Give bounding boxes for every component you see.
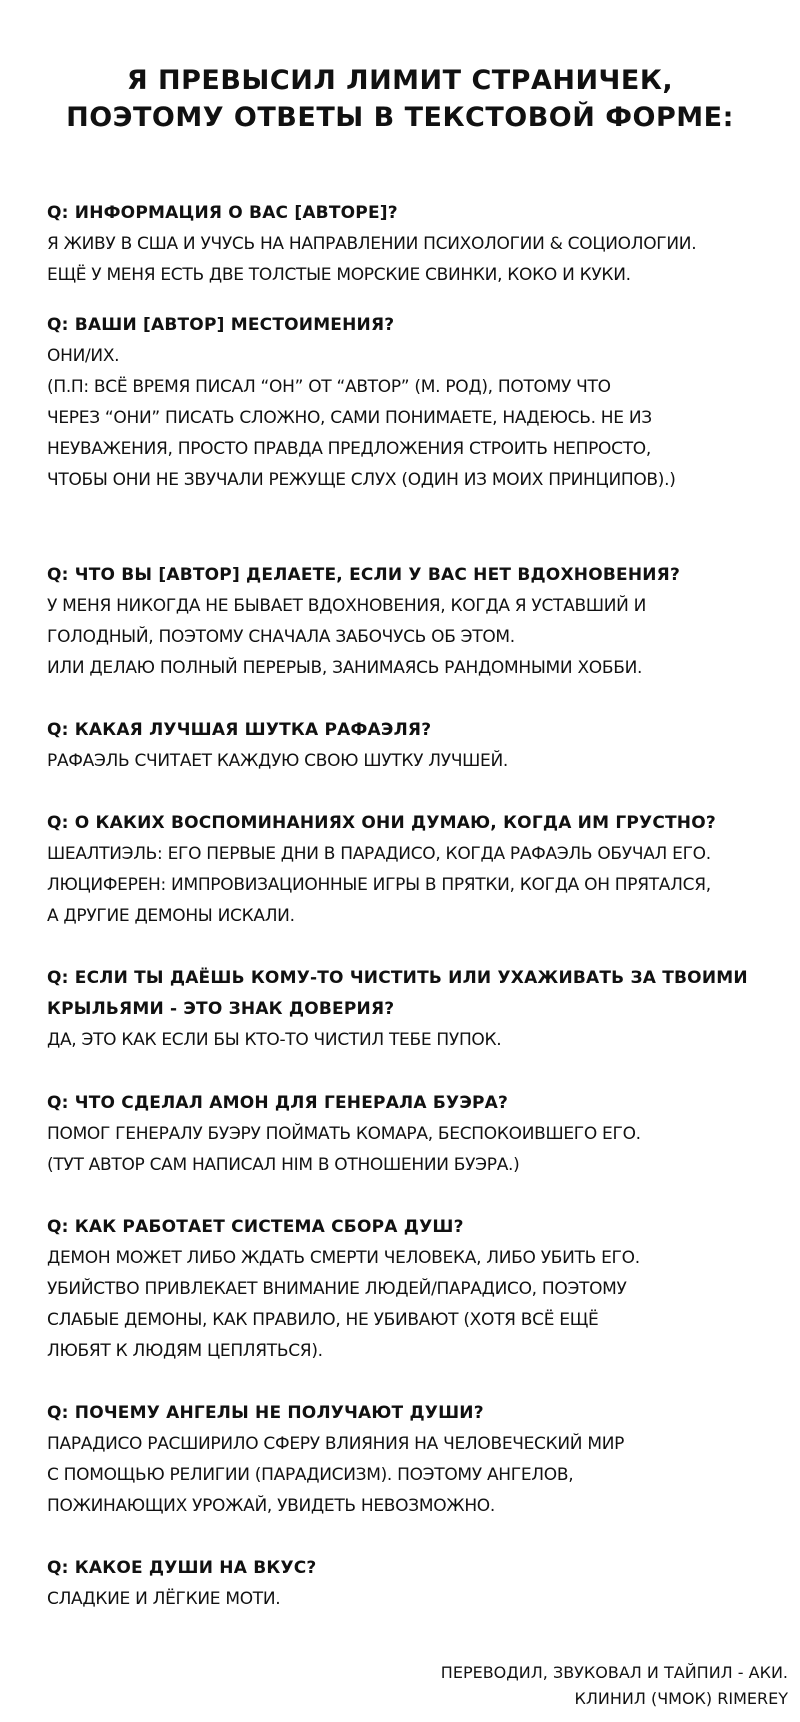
answer-line: СЛАДКИЕ И ЛЁГКИЕ МОТИ. <box>47 1589 281 1609</box>
answer-line: (ТУТ АВТОР САМ НАПИСАЛ HIM В ОТНОШЕНИИ БУЭРА.) <box>47 1155 520 1175</box>
page-title <box>0 62 800 136</box>
answer-line: ПОЖИНАЮЩИХ УРОЖАЙ, УВИДЕТЬ НЕВОЗМОЖНО. <box>47 1496 495 1516</box>
title-line-1: Я ПРЕВЫСИЛ ЛИМИТ СТРАНИЧЕК, <box>126 65 674 96</box>
answer-line: ЧЕРЕЗ “ОНИ” ПИСАТЬ СЛОЖНО, САМИ ПОНИМАЕТЕ, НАДЕЮСЬ. НЕ ИЗ <box>47 408 652 428</box>
question: Q: ЕСЛИ ТЫ ДАЁШЬ КОМУ-ТО ЧИСТИТЬ ИЛИ УХАЖИВАТЬ ЗА ТВОИМИ <box>47 968 748 988</box>
answer-line: ЧТОБЫ ОНИ НЕ ЗВУЧАЛИ РЕЖУЩЕ СЛУХ (ОДИН ИЗ МОИХ ПРИНЦИПОВ).) <box>47 470 676 490</box>
answer-line: ОНИ/ИХ. <box>47 346 120 366</box>
qa-item-soul-system <box>47 1212 787 1367</box>
credits-line-2: КЛИНИЛ (ЧМОК) RIMEREY <box>574 1689 788 1708</box>
answer-line: ИЛИ ДЕЛАЮ ПОЛНЫЙ ПЕРЕРЫВ, ЗАНИМАЯСЬ РАНДОМНЫМИ ХОББИ. <box>47 658 643 678</box>
question: Q: КАКОЕ ДУШИ НА ВКУС? <box>47 1558 317 1578</box>
answer-line: ПОМОГ ГЕНЕРАЛУ БУЭРУ ПОЙМАТЬ КОМАРА, БЕСПОКОИВШЕГО ЕГО. <box>47 1124 641 1144</box>
qa-item-sad-memories <box>47 808 787 932</box>
question: Q: ИНФОРМАЦИЯ О ВАС [АВТОРЕ]? <box>47 203 398 223</box>
answer-line: У МЕНЯ НИКОГДА НЕ БЫВАЕТ ВДОХНОВЕНИЯ, КОГДА Я УСТАВШИЙ И <box>47 596 647 616</box>
question: Q: КАК РАБОТАЕТ СИСТЕМА СБОРА ДУШ? <box>47 1217 464 1237</box>
question: Q: ПОЧЕМУ АНГЕЛЫ НЕ ПОЛУЧАЮТ ДУШИ? <box>47 1403 484 1423</box>
answer-line: СЛАБЫЕ ДЕМОНЫ, КАК ПРАВИЛО, НЕ УБИВАЮТ (ХОТЯ ВСЁ ЕЩЁ <box>47 1310 599 1330</box>
qa-item-wings-trust <box>47 963 787 1056</box>
answer-line: А ДРУГИЕ ДЕМОНЫ ИСКАЛИ. <box>47 906 295 926</box>
answer-line: НЕУВАЖЕНИЯ, ПРОСТО ПРАВДА ПРЕДЛОЖЕНИЯ СТРОИТЬ НЕПРОСТО, <box>47 439 651 459</box>
question: Q: КАКАЯ ЛУЧШАЯ ШУТКА РАФАЭЛЯ? <box>47 720 432 740</box>
qa-item-angels-souls <box>47 1398 787 1522</box>
answer-line: ДЕМОН МОЖЕТ ЛИБО ЖДАТЬ СМЕРТИ ЧЕЛОВЕКА, ЛИБО УБИТЬ ЕГО. <box>47 1248 640 1268</box>
answer-line: ЛЮЦИФЕРЕН: ИМПРОВИЗАЦИОННЫЕ ИГРЫ В ПРЯТКИ, КОГДА ОН ПРЯТАЛСЯ, <box>47 875 711 895</box>
answer-line: ЛЮБЯТ К ЛЮДЯМ ЦЕПЛЯТЬСЯ). <box>47 1341 323 1361</box>
qa-item-amon-buer <box>47 1088 787 1181</box>
qa-item-author-info <box>47 198 787 291</box>
answer-line: ЕЩЁ У МЕНЯ ЕСТЬ ДВЕ ТОЛСТЫЕ МОРСКИЕ СВИНКИ, КОКО И КУКИ. <box>47 265 631 285</box>
answer-line: ПАРАДИСО РАСШИРИЛО СФЕРУ ВЛИЯНИЯ НА ЧЕЛОВЕЧЕСКИЙ МИР <box>47 1434 625 1454</box>
qa-item-raphael-joke <box>47 715 787 777</box>
answer-line: С ПОМОЩЬЮ РЕЛИГИИ (ПАРАДИСИЗМ). ПОЭТОМУ АНГЕЛОВ, <box>47 1465 574 1485</box>
qa-item-soul-taste <box>47 1553 787 1615</box>
answer-line: (П.П: ВСЁ ВРЕМЯ ПИСАЛ “ОН” ОТ “АВТОР” (М. РОД), ПОТОМУ ЧТО <box>47 377 611 397</box>
question: Q: О КАКИХ ВОСПОМИНАНИЯХ ОНИ ДУМАЮ, КОГДА ИМ ГРУСТНО? <box>47 813 716 833</box>
credits <box>441 1660 788 1712</box>
answer-line: ГОЛОДНЫЙ, ПОЭТОМУ СНАЧАЛА ЗАБОЧУСЬ ОБ ЭТОМ. <box>47 627 515 647</box>
question: Q: ЧТО ВЫ [АВТОР] ДЕЛАЕТЕ, ЕСЛИ У ВАС НЕТ ВДОХНОВЕНИЯ? <box>47 565 681 585</box>
question: КРЫЛЬЯМИ - ЭТО ЗНАК ДОВЕРИЯ? <box>47 999 395 1019</box>
title-line-2: ПОЭТОМУ ОТВЕТЫ В ТЕКСТОВОЙ ФОРМЕ: <box>66 102 734 133</box>
answer-line: РАФАЭЛЬ СЧИТАЕТ КАЖДУЮ СВОЮ ШУТКУ ЛУЧШЕЙ. <box>47 751 509 771</box>
qa-item-inspiration <box>47 560 787 684</box>
credits-line-1: ПЕРЕВОДИЛ, ЗВУКОВАЛ И ТАЙПИЛ - АКИ. <box>440 1663 788 1682</box>
answer-line: ШЕАЛТИЭЛЬ: ЕГО ПЕРВЫЕ ДНИ В ПАРАДИСО, КОГДА РАФАЭЛЬ ОБУЧАЛ ЕГО. <box>47 844 711 864</box>
answer-line: Я ЖИВУ В США И УЧУСЬ НА НАПРАВЛЕНИИ ПСИХОЛОГИИ & СОЦИОЛОГИИ. <box>47 234 697 254</box>
answer-line: УБИЙСТВО ПРИВЛЕКАЕТ ВНИМАНИЕ ЛЮДЕЙ/ПАРАДИСО, ПОЭТОМУ <box>47 1279 627 1299</box>
answer-line: ДА, ЭТО КАК ЕСЛИ БЫ КТО-ТО ЧИСТИЛ ТЕБЕ ПУПОК. <box>47 1030 502 1050</box>
question: Q: ЧТО СДЕЛАЛ АМОН ДЛЯ ГЕНЕРАЛА БУЭРА? <box>47 1093 509 1113</box>
qa-item-pronouns <box>47 310 787 496</box>
question: Q: ВАШИ [АВТОР] МЕСТОИМЕНИЯ? <box>47 315 395 335</box>
